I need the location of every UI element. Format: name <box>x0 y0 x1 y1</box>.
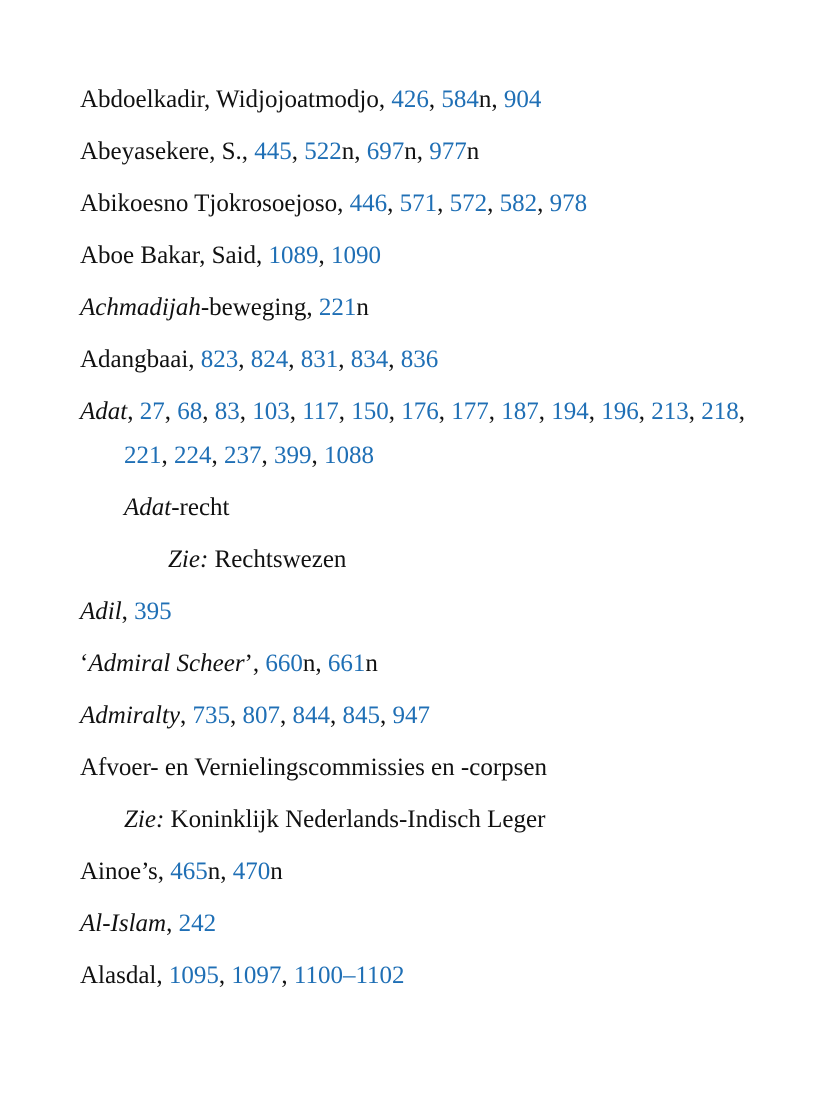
page-link[interactable]: 187 <box>501 398 539 425</box>
page-link[interactable]: 395 <box>134 598 172 625</box>
page-link[interactable]: 582 <box>499 190 538 217</box>
see-target-link[interactable]: Koninklijk Nederlands-Indisch Leger <box>170 806 546 833</box>
page-link[interactable]: 68 <box>177 398 203 425</box>
note-suffix: n <box>466 138 480 165</box>
index-term: Admiral Scheer <box>88 650 245 677</box>
page-link[interactable]: 660 <box>265 650 303 677</box>
see-reference <box>124 798 760 842</box>
page-link[interactable]: 661 <box>327 650 366 677</box>
open-quote: ‘ <box>80 650 89 677</box>
index-term: Admiralty <box>80 702 180 729</box>
index-entry: Adil, 395 <box>80 598 172 625</box>
page-link[interactable]: 117 <box>302 398 339 425</box>
page-link[interactable]: 1088 <box>324 442 374 469</box>
index-entry: Abdoelkadir, Widjojoatmodjo, 426, 584n, 904 <box>80 86 542 113</box>
note-suffix: n <box>404 138 417 165</box>
index-term: Alasdal <box>80 962 157 989</box>
index-term: Adangbaai <box>80 346 189 373</box>
index-term: Aboe Bakar, Said <box>80 242 257 269</box>
page-link[interactable]: 194 <box>551 398 589 425</box>
page-link[interactable]: 823 <box>200 346 239 373</box>
page-link[interactable]: 242 <box>178 910 217 937</box>
index-entry: Al-Islam, 242 <box>80 910 217 937</box>
page-link[interactable]: 1097 <box>231 962 282 989</box>
page-link[interactable]: 807 <box>242 702 280 729</box>
page-link[interactable]: 947 <box>392 702 430 729</box>
see-label: Zie: <box>168 546 209 573</box>
index-term: Adil <box>80 598 122 625</box>
page-link[interactable]: 150 <box>351 398 389 425</box>
note-suffix: n <box>270 858 283 885</box>
page-link[interactable]: 978 <box>549 190 588 217</box>
page-link[interactable]: 470 <box>232 858 271 885</box>
page-link[interactable]: 904 <box>503 86 542 113</box>
page-link[interactable]: 213 <box>651 398 689 425</box>
page-link[interactable]: 584 <box>441 86 479 113</box>
index-entry: Ainoe’s, 465n, 470n <box>80 858 283 885</box>
index-entry: Adat, 27, 68, 83, 103, 117, 150, 176, 177, 187, 194, 196, 213, 218, 221, 224, 237, 399, 1088 <box>80 398 746 469</box>
page-link[interactable]: 221 <box>124 442 162 469</box>
page-link[interactable]: 1100–1102 <box>293 962 405 989</box>
page-link[interactable]: 196 <box>601 398 639 425</box>
subentry-term-rest: -recht <box>171 494 230 521</box>
page-link[interactable]: 237 <box>224 442 262 469</box>
note-suffix: n <box>302 650 316 677</box>
index-entry: Abeyasekere, S., 445, 522n, 697n, 977n <box>80 138 480 165</box>
index-term: Ainoe’s <box>80 858 158 885</box>
page-link[interactable]: 1089 <box>268 242 319 269</box>
page-link[interactable]: 697 <box>366 138 405 165</box>
page-link[interactable]: 834 <box>350 346 389 373</box>
subentry-term: Adat <box>124 494 172 521</box>
page-link[interactable]: 445 <box>254 138 292 165</box>
note-suffix: n <box>478 86 492 113</box>
index-term: Adat <box>80 398 128 425</box>
page-link[interactable]: 224 <box>174 442 212 469</box>
page-link[interactable]: 426 <box>391 86 429 113</box>
page-link[interactable]: 1095 <box>168 962 219 989</box>
index-page <box>80 78 760 1006</box>
index-entry: Aboe Bakar, Said, 1089, 1090 <box>80 242 382 269</box>
close-quote: ’ <box>244 650 253 677</box>
note-suffix: n <box>365 650 378 677</box>
index-term: Abikoesno Tjokrosoejoso <box>80 190 338 217</box>
page-link[interactable]: 1090 <box>331 242 382 269</box>
page-link[interactable]: 465 <box>170 858 208 885</box>
index-term-rest: -beweging <box>200 294 307 321</box>
page-link[interactable]: 27 <box>139 398 165 425</box>
page-link[interactable]: 176 <box>401 398 439 425</box>
index-entry: Abikoesno Tjokrosoejoso, 446, 571, 572, 582, 978 <box>80 190 588 217</box>
index-term: Abdoelkadir, Widjojoatmodjo <box>80 86 379 113</box>
page-link[interactable]: 221 <box>318 294 357 321</box>
page-link[interactable]: 399 <box>274 442 312 469</box>
index-entry: Adangbaai, 823, 824, 831, 834, 836 <box>80 346 439 373</box>
page-link[interactable]: 571 <box>399 190 438 217</box>
note-suffix: n <box>207 858 221 885</box>
page-link[interactable]: 735 <box>192 702 230 729</box>
index-entry: Alasdal, 1095, 1097, 1100–1102 <box>80 962 405 989</box>
index-term: Achmadijah <box>80 294 201 321</box>
index-term: Abeyasekere, S. <box>80 138 242 165</box>
index-entry: ‘Admiral Scheer’, 660n, 661n <box>80 650 378 677</box>
page-link[interactable]: 836 <box>400 346 439 373</box>
index-entry <box>80 746 760 790</box>
page-link[interactable]: 177 <box>451 398 489 425</box>
page-link[interactable]: 824 <box>250 346 289 373</box>
index-entry: Achmadijah-beweging, 221n <box>80 294 369 321</box>
page-link[interactable]: 977 <box>429 138 467 165</box>
page-link[interactable]: 218 <box>701 398 739 425</box>
note-suffix: n <box>356 294 369 321</box>
page-link[interactable]: 446 <box>349 190 388 217</box>
page-link[interactable]: 103 <box>252 398 290 425</box>
index-term: Al-Islam <box>80 910 167 937</box>
index-term: Afvoer- en Vernielingscommissies en -corpsen <box>80 754 547 781</box>
page-link[interactable]: 83 <box>214 398 240 425</box>
index-entry: Admiralty, 735, 807, 844, 845, 947 <box>80 702 430 729</box>
see-reference <box>168 538 760 582</box>
see-target-link[interactable]: Rechtswezen <box>214 546 347 573</box>
see-label: Zie: <box>124 806 165 833</box>
page-link[interactable]: 831 <box>300 346 339 373</box>
note-suffix: n <box>341 138 355 165</box>
index-subentry <box>124 486 760 530</box>
page-link[interactable]: 572 <box>449 190 488 217</box>
page-link[interactable]: 844 <box>292 702 330 729</box>
page-link[interactable]: 522 <box>304 138 342 165</box>
page-link[interactable]: 845 <box>342 702 380 729</box>
